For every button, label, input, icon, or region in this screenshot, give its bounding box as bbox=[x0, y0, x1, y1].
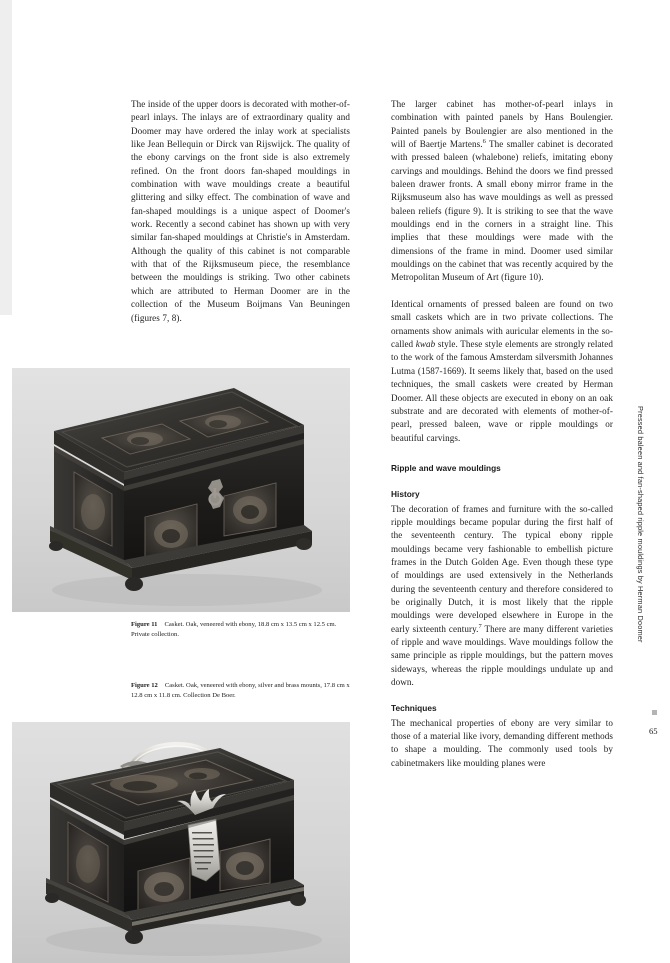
paragraph-text: The decoration of frames and furniture with the so-called ripple mouldings became popular during the first half of the seventeenth century. The typical ebony ripple mouldings became very fashionable to embellish picture frames in the Dutch Golden Age. Even though these type of mouldings are used extensively in the Netherlands during the seventeenth century and therefore considered to be originally Dutch, it is most likely that the ripple mouldings were developed elsewhere in Europe in the early sixteenth century. bbox=[391, 503, 613, 634]
term-kwab: kwab bbox=[415, 339, 436, 350]
figure-caption-text: Casket. Oak, veneered with ebony, silver and brass mounts, 17.8 cm x 12.8 cm x 11.8 cm. Collection De Boer. bbox=[131, 682, 350, 699]
page-edge-bleed-strip bbox=[0, 0, 12, 315]
paragraph bbox=[391, 503, 613, 690]
figure-caption-label: Figure 12 bbox=[131, 682, 158, 689]
paragraph: The mechanical properties of ebony are very similar to those of a material like ivory, demanding different methods to shape a moulding. The commonly used tools by cabinetmakers like moulding planes were bbox=[391, 717, 613, 768]
subsection-heading-history: History bbox=[391, 489, 420, 500]
paragraph bbox=[391, 98, 613, 285]
section-heading-ripple-and-wave-mouldings: Ripple and wave mouldings bbox=[391, 462, 501, 473]
figure-caption-text: Casket. Oak, veneered with ebony, 18.8 cm x 13.5 cm x 12.5 cm. Private collection. bbox=[131, 621, 337, 638]
figure-caption-12 bbox=[131, 681, 353, 700]
footnote-marker-7: 7 bbox=[478, 622, 482, 630]
paragraph-text-cont: style. These style elements are strongly related to the work of the famous Amsterdam silversmith Johannes Lutma (1587-1669). It seems likely that, based on the used techniques, the small caskets were created by Herman Doomer. All these objects are executed in ebony on an oak substrate and are decorated with elements of mother-of-pearl, pressed baleen, wave or ripple mouldings or beautiful carvings. bbox=[391, 339, 613, 443]
casket-photograph-2 bbox=[12, 722, 350, 963]
running-head-vertical: Pressed baleen and fan-shaped ripple mouldings by Herman Doomer bbox=[636, 406, 645, 643]
casket-photograph-1 bbox=[12, 368, 350, 612]
figure-caption-11 bbox=[131, 620, 353, 639]
paragraph-text: The larger cabinet has mother-of-pearl inlays in combination with painted panels by Hans Boulengier. Painted panels by Boulengier are also mentioned in the will of Baertje Martens. bbox=[391, 99, 613, 150]
body-text-column-left bbox=[131, 98, 350, 325]
paragraph: The inside of the upper doors is decorated with mother-of-pearl inlays. The inlays are of extraordinary quality and Doomer may have ordered the inlay work at specialists like Jean Bellequin or Dirck van Rijswijck. The quality of the ebony carvings on the front side is also extremely refined. On the front doors fan-shaped mouldings in combination with wave mouldings create a beautiful glittering and silky effect. The combination of wave and fan-shaped mouldings is a unique aspect of Doomer's work. Recently a second cabinet has shown up with very similar fan-shaped mouldings at Christie's in Amsterdam. Although the quality of this cabinet is not comparable with that of the Rijksmuseum piece, the resemblance between the mouldings is striking. Two other cabinets which are attributed to Herman Doomer are in the collection of the Museum Boijmans Van Beuningen (figures 7, 8). bbox=[131, 99, 350, 323]
page-number: 65 bbox=[649, 726, 658, 736]
figure-image-11 bbox=[12, 368, 350, 612]
subsection-heading-techniques: Techniques bbox=[391, 703, 437, 714]
folio-square-mark bbox=[652, 710, 657, 715]
body-text-column-right bbox=[391, 98, 613, 770]
figure-image-12 bbox=[12, 722, 350, 963]
paragraph-text-cont: There are many different varieties of ripple and wave mouldings. Wave mouldings follow the same principle as ripple mouldings, but the pattern moves sideways, whereas the ripple mouldings undulate up and down. bbox=[391, 623, 614, 688]
figure-caption-label: Figure 11 bbox=[131, 621, 158, 628]
paragraph bbox=[391, 298, 613, 445]
paragraph-text-cont: The smaller cabinet is decorated with pressed baleen (whalebone) reliefs, imitating ebony carvings and mouldings. Behind the doors we find pressed baleen drawer fronts. A small ebony mirror frame in the Rijksmuseum also has wave mouldings as well as pressed baleen reliefs (figure 9). It is striking to see that the wave mouldings end in the corners in a straight line. This implies that these mouldings were made with the dimensions of the frame in mind. Doomer used similar mouldings on the cabinet that was recently acquired by the Metropolitan Museum of Art (figure 10). bbox=[391, 139, 613, 283]
paragraph-text: Identical ornaments of pressed baleen are found on two small caskets which are in two private collections. The ornaments show animals with auricular elements in the so-called bbox=[391, 299, 613, 350]
footnote-marker-6: 6 bbox=[482, 138, 486, 145]
